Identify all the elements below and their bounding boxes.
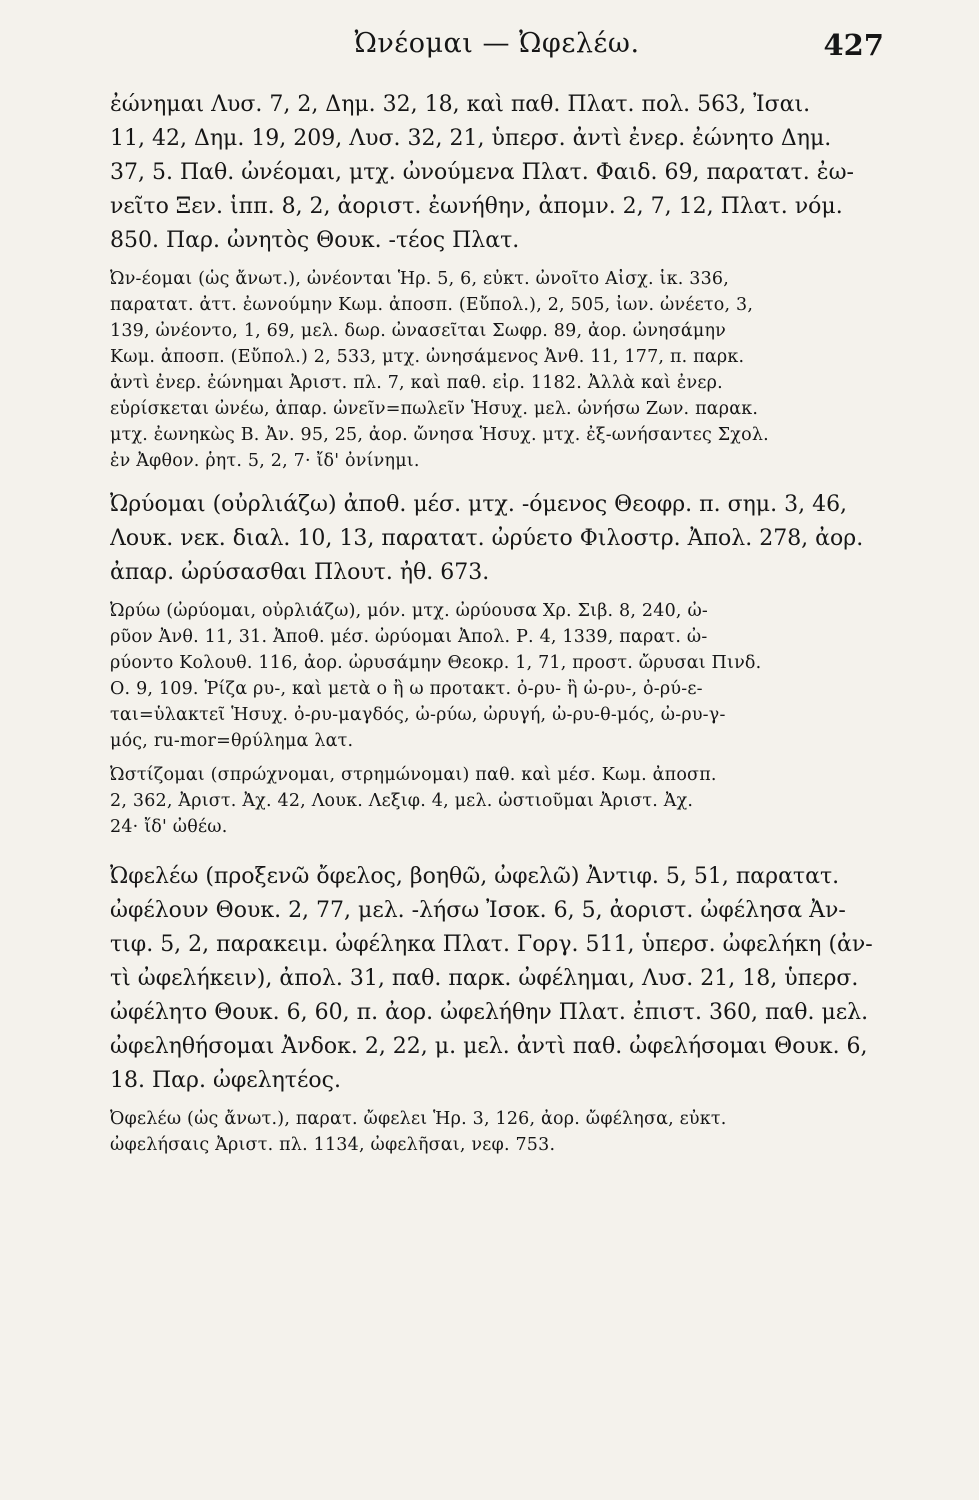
text-line: εὑρίσκεται ὠνέω, ἀπαρ. ὠνεῖν=πωλεῖν Ἡσυχ. μελ. ὠνήσω Ζων. παρακ. (110, 399, 759, 419)
text-line: ἐώνημαι Λυσ. 7, 2, Δημ. 32, 18, καὶ παθ. Πλατ. πολ. 563, Ἰσαι. (110, 92, 811, 117)
text-line: ὠφελήσαις Ἀριστ. πλ. 1134, ὠφελῆσαι, νεφ. 753. (110, 1135, 556, 1155)
page-body (110, 88, 894, 1158)
text-line: 850. Παρ. ὠνητὸς Θουκ. -τέος Πλατ. (110, 228, 520, 253)
text-line: μός, ru-mor=θρύλημα λατ. (110, 731, 354, 751)
text-line: ρῦον Ἀνθ. 11, 31. Ἀποθ. μέσ. ὠρύομαι Ἀπολ. Ρ. 4, 1339, παρατ. ὠ- (110, 627, 708, 647)
text-line: ται=ὑλακτεῖ Ἡσυχ. ὀ-ρυ-μαγδός, ὠ-ρύω, ὠρυγή, ὠ-ρυ-θ-μός, ὠ-ρυ-γ- (110, 705, 726, 725)
text-line: Λουκ. νεκ. διαλ. 10, 13, παρατατ. ὠρύετο Φιλοστρ. Ἀπολ. 278, ἀορ. (110, 526, 864, 551)
text-line: 139, ὠνέοντο, 1, 69, μελ. δωρ. ὠνασεῖται Σωφρ. 89, ἀορ. ὠνησάμην (110, 321, 726, 341)
text-line: 18. Παρ. ὠφελητέος. (110, 1068, 341, 1093)
text-line: Ὠφελέω (προξενῶ ὄφελος, βοηθῶ, ὠφελῶ) Ἀντιφ. 5, 51, παρατατ. (110, 864, 840, 889)
text-line: ὠφεληθήσομαι Ἀνδοκ. 2, 22, μ. μελ. ἀντὶ παθ. ὠφελήσομαι Θουκ. 6, (110, 1034, 868, 1059)
text-line: νεῖτο Ξεν. ἱππ. 8, 2, ἀοριστ. ἐωνήθην, ἀπομν. 2, 7, 12, Πλατ. νόμ. (110, 194, 843, 219)
entry-opheleo-variant (110, 1106, 894, 1158)
entry-oneomai-continued (110, 88, 894, 258)
text-line: μτχ. ἐωνηκὼς Β. Ἀν. 95, 25, ἀορ. ὤνησα Ἡσυχ. μτχ. ἐξ-ωνήσαντες Σχολ. (110, 425, 769, 445)
text-line: Ὠρύω (ὠρύομαι, οὐρλιάζω), μόν. μτχ. ὠρύουσα Χρ. Σιβ. 8, 240, ὠ- (110, 601, 709, 621)
text-line: Ὀφελέω (ὡς ἄνωτ.), παρατ. ὤφελει Ἡρ. 3, 126, ἀορ. ὤφέλησα, εὐκτ. (110, 1109, 727, 1129)
entry-ophelео (110, 860, 894, 1098)
text-line: 24· ἴδ' ὠθέω. (110, 817, 228, 837)
text-line: Ὠρύομαι (οὐρλιάζω) ἀποθ. μέσ. μτχ. -όμενος Θεοφρ. π. σημ. 3, 46, (110, 492, 848, 517)
text-line: τὶ ὠφελήκειν), ἀπολ. 31, παθ. παρκ. ὠφέλημαι, Λυσ. 21, 18, ὑπερσ. (110, 966, 859, 991)
entry-on-eomai (110, 266, 894, 474)
text-line: ἐν Ἀφθον. ῥητ. 5, 2, 7· ἴδ' ὀνίνημι. (110, 451, 420, 471)
page-header (110, 28, 884, 72)
text-line: παρατατ. ἀττ. ἐωνούμην Κωμ. ἀποσπ. (Εὔπολ.), 2, 505, ἰων. ὠνέετο, 3, (110, 295, 754, 315)
text-line: 11, 42, Δημ. 19, 209, Λυσ. 32, 21, ὑπερσ. ἀντὶ ἐνερ. ἐώνητο Δημ. (110, 126, 832, 151)
text-line: ὠφέλητο Θουκ. 6, 60, π. ἀορ. ὠφελήθην Πλατ. ἐπιστ. 360, παθ. μελ. (110, 1000, 869, 1025)
text-line: ρύοντο Κολουθ. 116, ἀορ. ὠρυσάμην Θεοκρ. 1, 71, προστ. ὤρυσαι Πινδ. (110, 653, 762, 673)
entry-ostizomai (110, 762, 894, 840)
text-line: Ὠστίζομαι (σπρώχνομαι, στρημώνομαι) παθ. καὶ μέσ. Κωμ. ἀποσπ. (110, 765, 717, 785)
text-line: 37, 5. Παθ. ὠνέομαι, μτχ. ὠνούμενα Πλατ. Φαιδ. 69, παρατατ. ἐω- (110, 160, 854, 185)
text-line: ὠφέλουν Θουκ. 2, 77, μελ. -λήσω Ἰσοκ. 6, 5, ἀοριστ. ὠφέλησα Ἀν- (110, 898, 846, 923)
entry-oryo (110, 598, 894, 754)
page-number: 427 (823, 28, 884, 62)
text-line: ἀπαρ. ὠρύσασθαι Πλουτ. ἠθ. 673. (110, 560, 490, 585)
text-line: Ο. 9, 109. Ῥίζα ρυ-, καὶ μετὰ ο ἢ ω προτακτ. ὀ-ρυ- ἢ ὠ-ρυ-, ὀ-ρύ-ε- (110, 679, 703, 699)
entry-oryomai (110, 488, 894, 590)
text-line: Ὠν-έομαι (ὡς ἄνωτ.), ὠνέονται Ἡρ. 5, 6, εὐκτ. ὠνοῖτο Αἰσχ. ἱκ. 336, (110, 269, 730, 289)
text-line: 2, 362, Ἀριστ. Ἀχ. 42, Λουκ. Λεξιφ. 4, μελ. ὠστιοῦμαι Ἀριστ. Ἀχ. (110, 791, 694, 811)
text-line: Κωμ. ἀποσπ. (Εὔπολ.) 2, 533, μτχ. ὠνησάμενος Ἀνθ. 11, 177, π. παρκ. (110, 347, 745, 367)
text-line: τιφ. 5, 2, παρακειμ. ὠφέληκα Πλατ. Γοργ. 511, ὑπερσ. ὠφελήκη (ἀν- (110, 932, 873, 957)
text-line: ἀντὶ ἐνερ. ἐώνημαι Ἀριστ. πλ. 7, καὶ παθ. εἰρ. 1182. Ἀλλὰ καὶ ἐνερ. (110, 373, 723, 393)
running-head: Ὠνέομαι — Ὠφελέω. (354, 28, 640, 59)
